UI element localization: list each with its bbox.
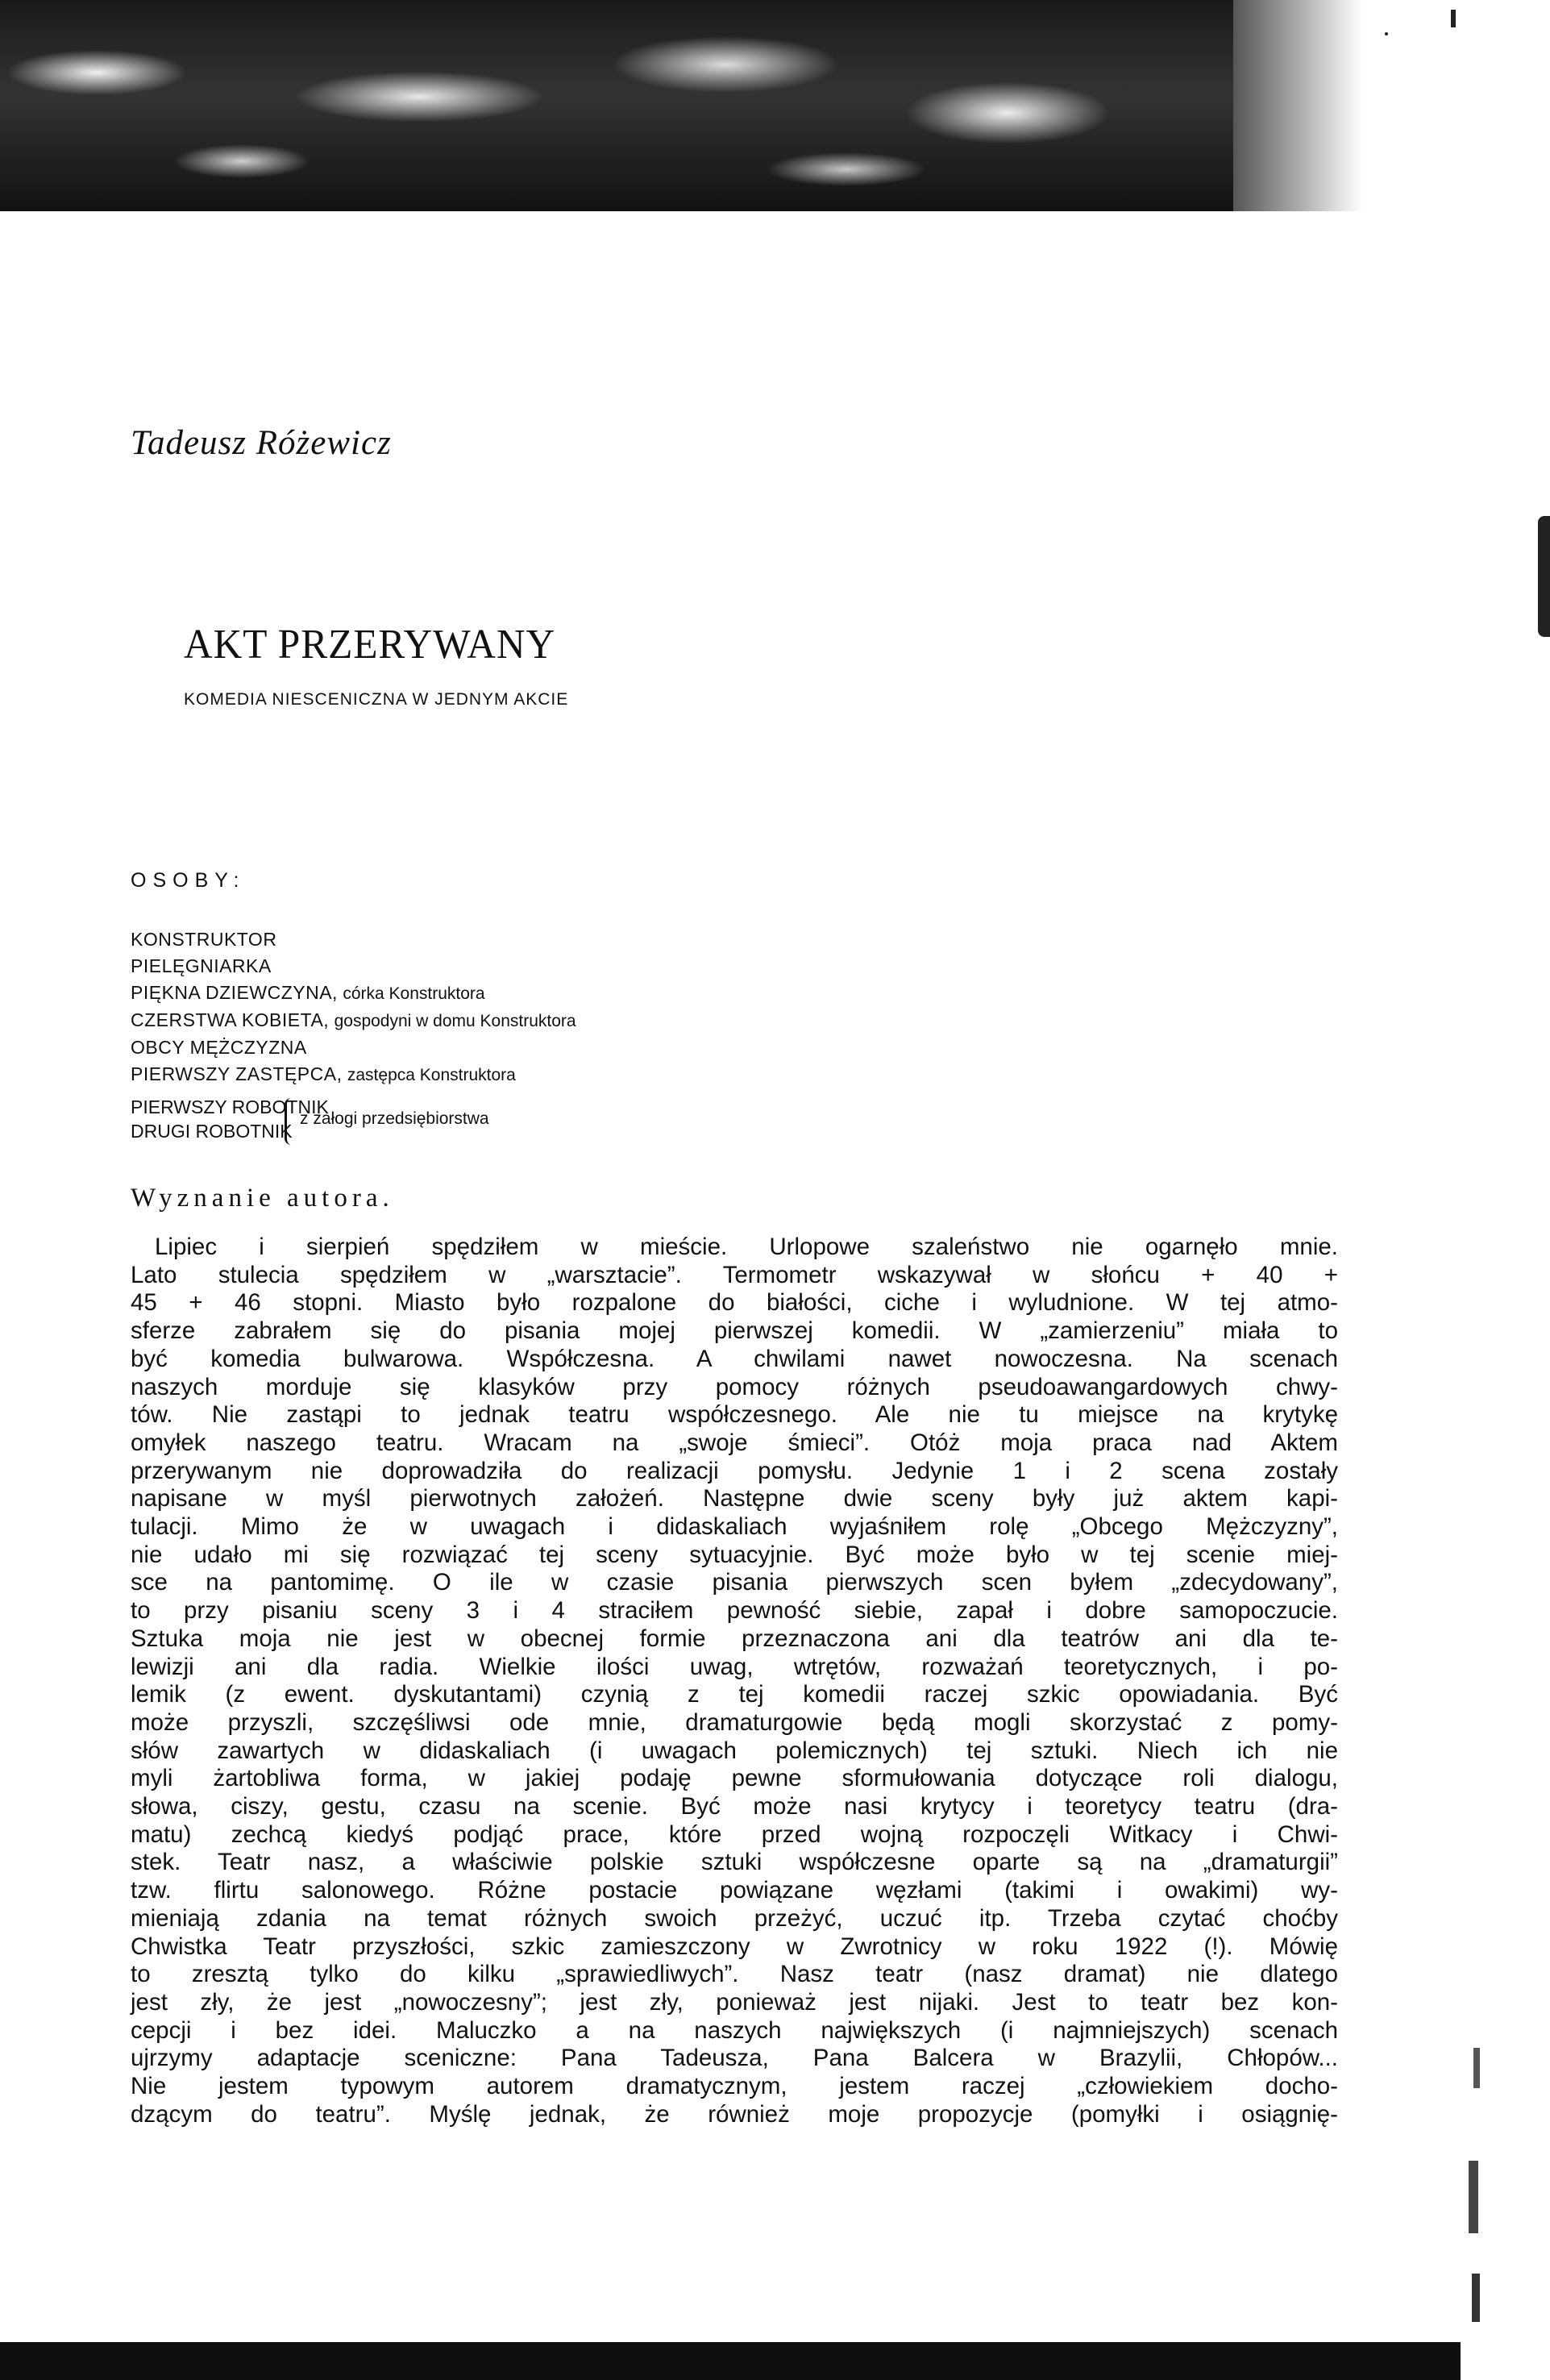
cast-item-name: PIELĘGNIARKA bbox=[131, 955, 272, 976]
body-line: matu) zechcą kiedyś podjąć prace, które przed wojną rozpoczęli Witkacy i Chwi- bbox=[131, 1820, 1338, 1848]
margin-mark-top-small bbox=[1385, 32, 1388, 35]
body-line: może przyszli, szczęśliwsi ode mnie, dramaturgowie będą mogli skorzystać z pomy- bbox=[131, 1708, 1338, 1736]
body-line: naszych morduje się klasyków przy pomocy różnych pseudoawangardowych chwy- bbox=[131, 1373, 1338, 1400]
body-line: słów zawartych w didaskaliach (i uwagach polemicznych) tej sztuki. Niech ich nie bbox=[131, 1737, 1338, 1764]
cast-item-name: PIERWSZY ZASTĘPCA, bbox=[131, 1063, 343, 1084]
header-photograph-edge bbox=[1233, 0, 1362, 211]
play-subtitle: KOMEDIA NIESCENICZNA W JEDNYM AKCIE bbox=[184, 690, 569, 709]
cast-item bbox=[131, 1007, 576, 1034]
body-line: Lato stulecia spędziłem w „warsztacie”. Termometr wskazywał w słońcu + 40 + bbox=[131, 1261, 1338, 1288]
margin-mark-right-lower bbox=[1473, 2048, 1480, 2088]
body-line: sferze zabrałem się do pisania mojej pierwszej komedii. W „zamierzeniu” miała to bbox=[131, 1317, 1338, 1345]
body-line: Chwistka Teatr przyszłości, szkic zamieszczony w Zwrotnicy w roku 1922 (!). Mówię bbox=[131, 1933, 1338, 1960]
brace-icon bbox=[285, 1098, 295, 1145]
body-line: napisane w myśl pierwotnych założeń. Następne dwie sceny były już aktem kapi- bbox=[131, 1485, 1338, 1512]
margin-mark-right-edge bbox=[1538, 516, 1550, 637]
body-line: stek. Teatr nasz, a właściwie polskie sztuki współczesne oparte są na „dramaturgii” bbox=[131, 1849, 1338, 1876]
body-line: Lipiec i sierpień spędziłem w mieście. Urlopowe szaleństwo nie ogarnęło mnie. bbox=[155, 1234, 1338, 1260]
cast-item-name: PIĘKNA DZIEWCZYNA, bbox=[131, 982, 338, 1003]
cast-item bbox=[131, 953, 576, 980]
cast-item-description: zastępca Konstruktora bbox=[347, 1066, 516, 1084]
body-line: 45 + 46 stopni. Miasto było rozpalone do białości, ciche i wyludnione. W tej atmo- bbox=[131, 1289, 1338, 1317]
body-line: słowa, ciszy, gestu, czasu na scenie. Być może nasi krytycy i teoretycy teatru (dra- bbox=[131, 1793, 1338, 1820]
margin-mark-top bbox=[1451, 10, 1456, 27]
body-line: tulacji. Mimo że w uwagach i didaskaliach wyjaśniłem rolę „Obcego Mężczyzny”, bbox=[131, 1513, 1338, 1541]
body-line: lewizji ani dla radia. Wielkie ilości uwag, wtrętów, rozważań teoretycznych, i po- bbox=[131, 1653, 1338, 1680]
body-line: być komedia bulwarowa. Współczesna. A chwilami nawet nowoczesna. Na scenach bbox=[131, 1345, 1338, 1372]
body-line: omyłek naszego teatru. Wracam na „swoje śmieci”. Otóż moja praca nad Aktem bbox=[131, 1429, 1338, 1456]
cast-item-name: CZERSTWA KOBIETA, bbox=[131, 1009, 330, 1030]
cast-list bbox=[131, 926, 576, 1088]
margin-mark-right-lower-3 bbox=[1472, 2274, 1480, 2322]
body-line: jest zły, że jest „nowoczesny”; jest zły, ponieważ jest nijaki. Jest to teatr bez kon- bbox=[131, 1988, 1338, 2016]
cast-item bbox=[131, 980, 576, 1007]
cast-item-description: córka Konstruktora bbox=[343, 984, 485, 1003]
cast-item bbox=[131, 926, 576, 953]
body-line: cepcji i bez idei. Maluczko a na naszych największych (i najmniejszych) scenach bbox=[131, 2016, 1338, 2044]
cast-item bbox=[131, 1061, 576, 1088]
body-line: myli żartobliwa forma, w jakiej podaję pewne sformułowania dotyczące roli dialogu, bbox=[131, 1765, 1338, 1792]
body-line: lemik (z ewent. dyskutantami) czynią z tej komedii raczej szkic opowiadania. Być bbox=[131, 1681, 1338, 1708]
body-line: to zresztą tylko do kilku „sprawiedliwych”. Nasz teatr (nasz dramat) nie dlatego bbox=[131, 1961, 1338, 1988]
confession-heading: Wyznanie autora. bbox=[131, 1184, 394, 1213]
workers-note: z załogi przedsiębiorstwa bbox=[300, 1109, 489, 1128]
bottom-scan-strip bbox=[0, 2342, 1461, 2380]
author-name: Tadeusz Różewicz bbox=[131, 424, 392, 462]
worker-name: PIERWSZY ROBOTNIK bbox=[131, 1096, 329, 1117]
cast-item bbox=[131, 1034, 576, 1061]
body-line: sce na pantomimę. O ile w czasie pisania pierwszych scen byłem „zdecydowany”, bbox=[131, 1569, 1338, 1596]
body-line: dzącym do teatru”. Myślę jednak, że również moje propozycje (pomyłki i osiągnię- bbox=[131, 2100, 1338, 2128]
margin-mark-right-lower-2 bbox=[1469, 2161, 1478, 2233]
body-line: Sztuka moja nie jest w obecnej formie przeznaczona ani dla teatrów ani dla te- bbox=[131, 1625, 1338, 1652]
play-title: AKT PRZERYWANY bbox=[184, 622, 556, 668]
cast-item-name: KONSTRUKTOR bbox=[131, 929, 277, 950]
cast-heading: OSOBY: bbox=[131, 869, 246, 892]
body-line: ujrzymy adaptacje sceniczne: Pana Tadeusza, Pana Balcera w Brazylii, Chłopów... bbox=[131, 2045, 1338, 2072]
cast-item-description: gospodyni w domu Konstruktora bbox=[334, 1012, 576, 1030]
header-photograph bbox=[0, 0, 1233, 211]
body-line: tzw. flirtu salonowego. Różne postacie powiązane węzłami (takimi i owakimi) wy- bbox=[131, 1877, 1338, 1904]
body-line: przerywanym nie doprowadziła do realizacji pomysłu. Jedynie 1 i 2 scena zostały bbox=[131, 1457, 1338, 1484]
workers-group bbox=[131, 1095, 329, 1143]
worker-name: DRUGI ROBOTNIK bbox=[131, 1121, 293, 1142]
body-text bbox=[131, 1234, 1338, 2129]
body-line: tów. Nie zastąpi to jednak teatru współczesnego. Ale nie tu miejsce na krytykę bbox=[131, 1401, 1338, 1429]
body-line: nie udało mi się rozwiązać tej sceny sytuacyjnie. Być może było w tej scenie miej- bbox=[131, 1541, 1338, 1568]
cast-item-name: OBCY MĘŻCZYZNA bbox=[131, 1037, 307, 1058]
body-line: mieniają zdania na temat różnych swoich przeżyć, uczuć itp. Trzeba czytać choćby bbox=[131, 1904, 1338, 1932]
body-line: Nie jestem typowym autorem dramatycznym, jestem raczej „człowiekiem docho- bbox=[131, 2073, 1338, 2100]
body-line: to przy pisaniu sceny 3 i 4 straciłem pewność siebie, zapał i dobre samopoczucie. bbox=[131, 1597, 1338, 1625]
